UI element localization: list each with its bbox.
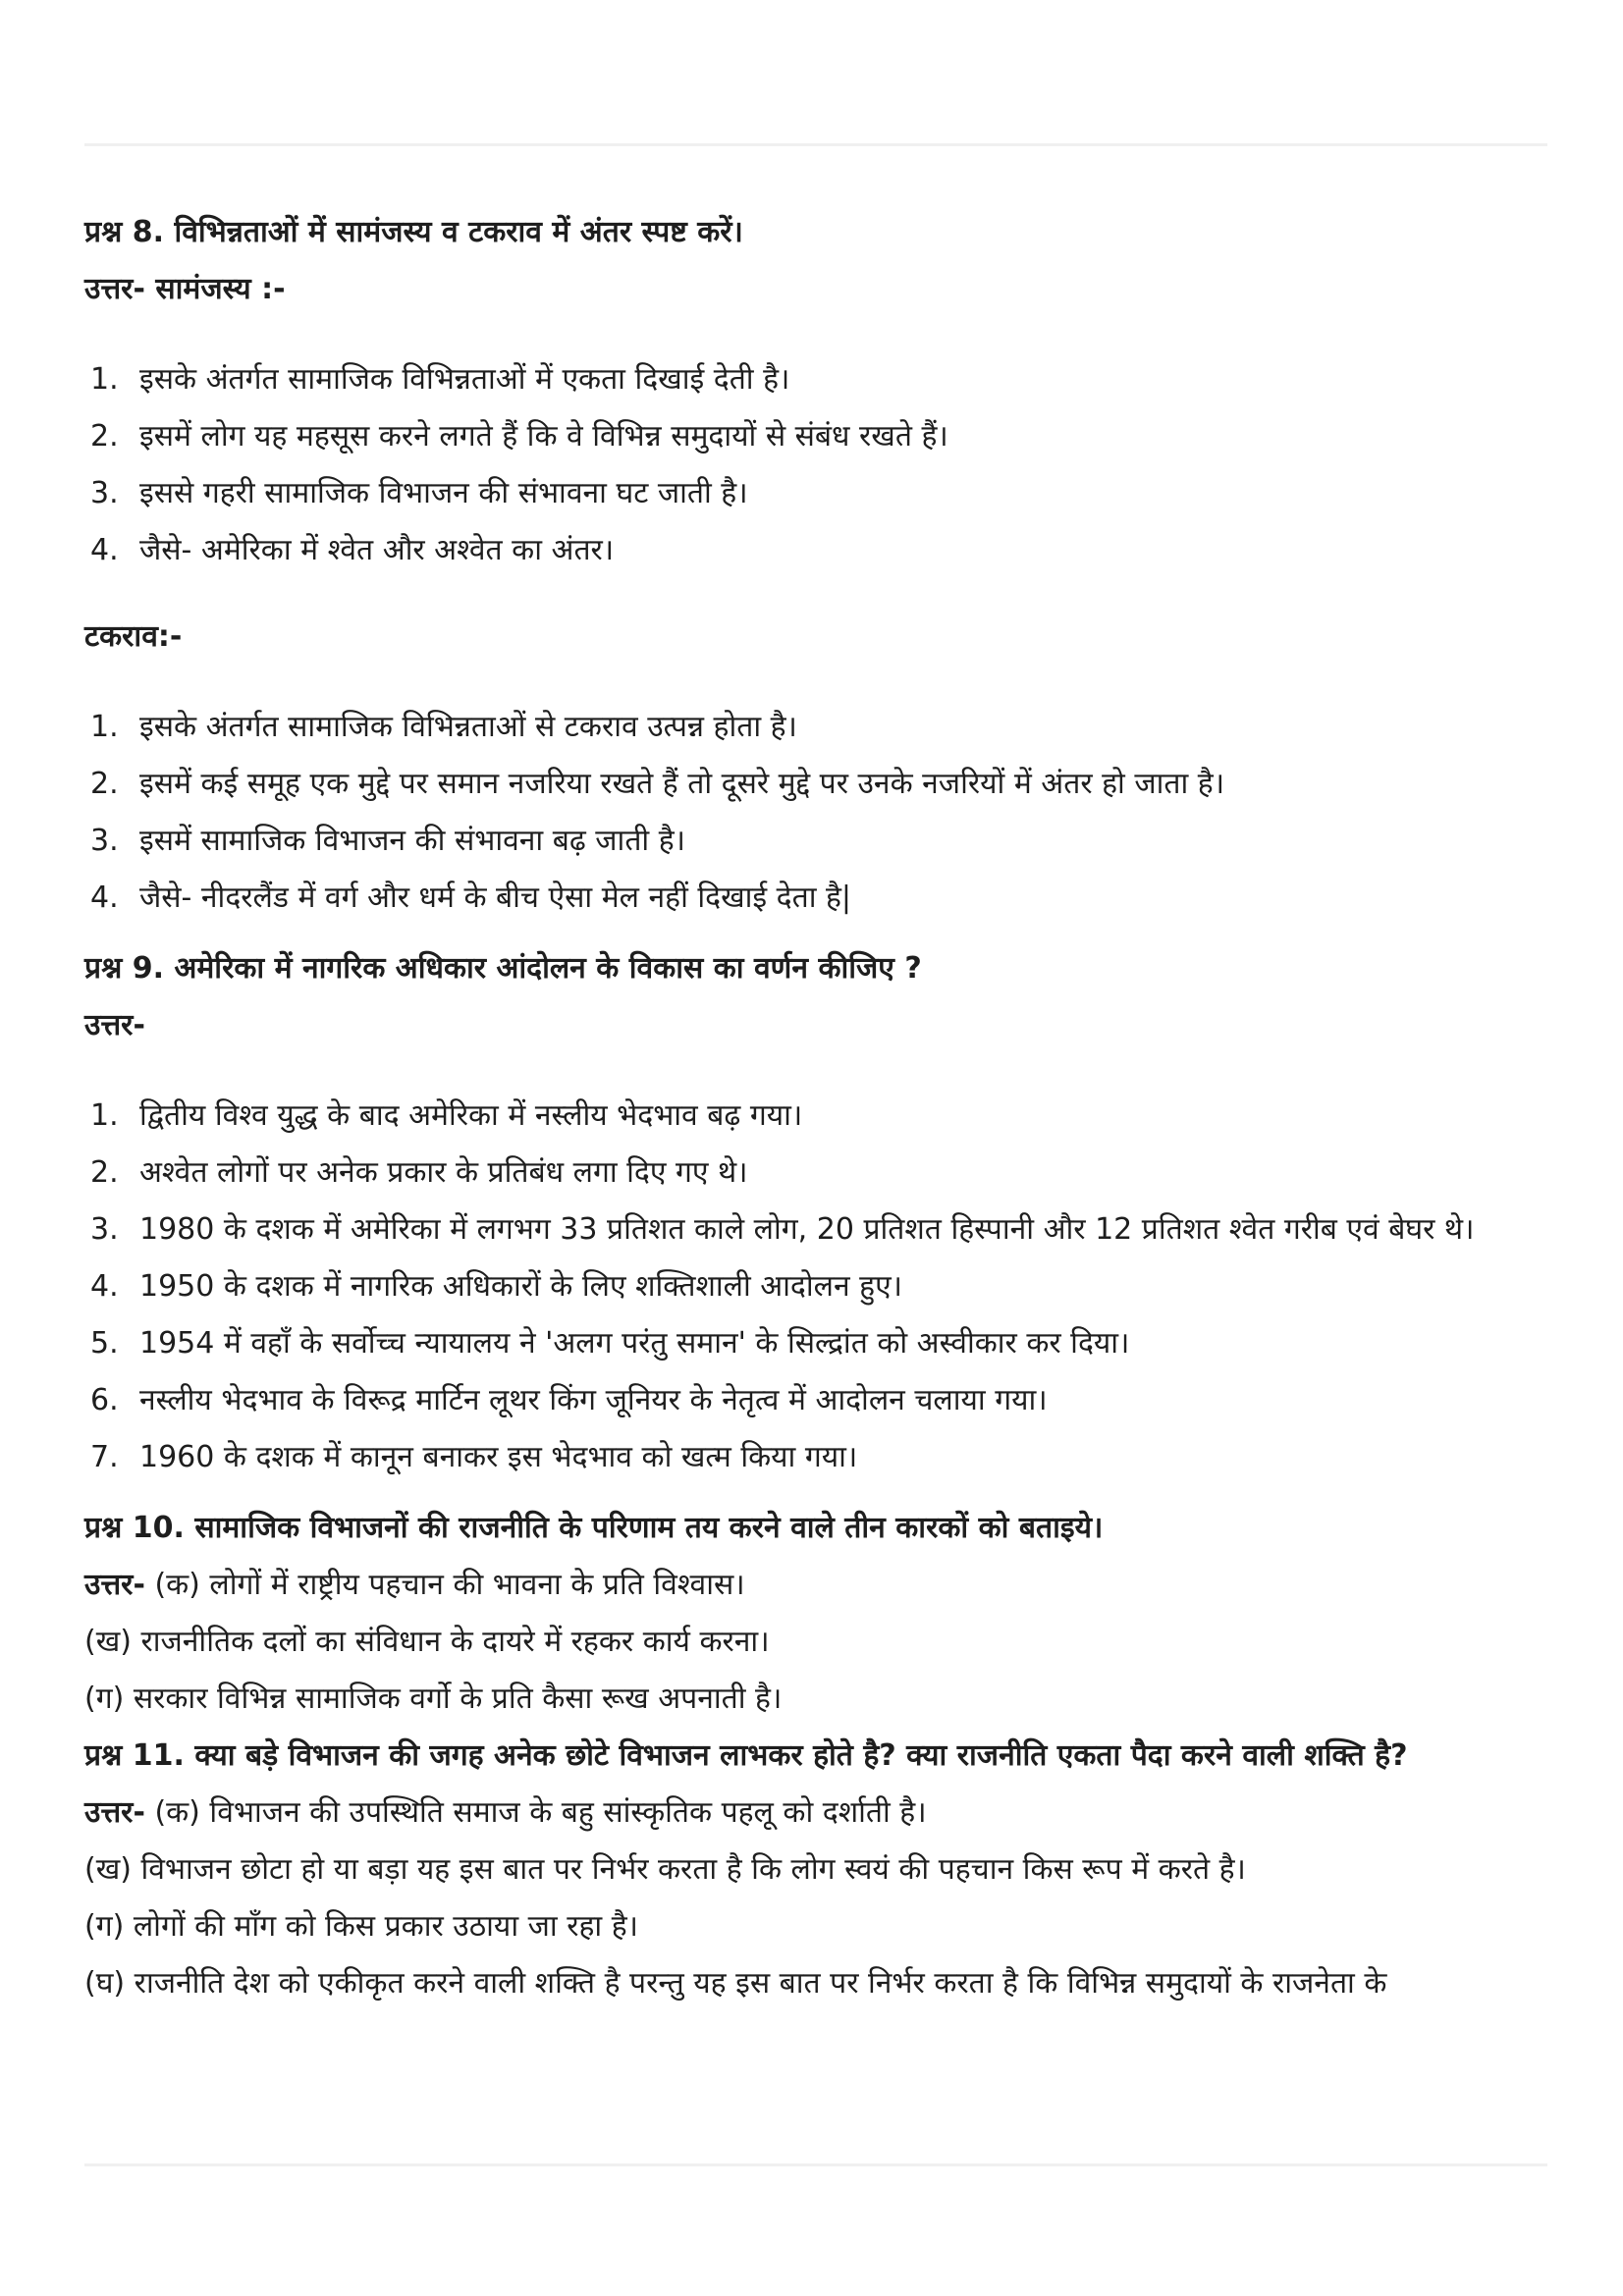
conflict-list	[84, 699, 1547, 927]
list-item: 1. इसके अंतर्गत सामाजिक विभिन्नताओं में एकता दिखाई देती है।	[90, 362, 790, 397]
list-item: 3. इससे गहरी सामाजिक विभाजन की संभावना घट जाती है।	[90, 476, 748, 510]
list-item: 6. नस्लीय भेदभाव के विरूद्र मार्टिन लूथर किंग जूनियर के नेतृत्व में आदोलन चलाया गया।	[90, 1383, 1048, 1417]
list-item: 4. जैसे- नीदरलैंड में वर्ग और धर्म के बीच ऐसा मेल नहीं दिखाई देता है|	[90, 881, 852, 915]
answer-10-line-2: (ख) राजनीतिक दलों का संविधान के दायरे में रहकर कार्य करना।	[84, 1625, 770, 1659]
list-item: 1. द्वितीय विश्व युद्ध के बाद अमेरिका में नस्लीय भेदभाव बढ़ गया।	[90, 1098, 803, 1133]
list-item: 2. इसमें लोग यह महसूस करने लगते हैं कि वे विभिन्न समुदायों से संबंध रखते हैं।	[90, 419, 948, 454]
question-9: प्रश्न 9. अमेरिका में नागरिक अधिकार आंदोलन के विकास का वर्णन कीजिए ?	[84, 951, 922, 986]
answer-11-label: उत्तर-	[84, 1795, 145, 1830]
civil-rights-list	[84, 1088, 1547, 1486]
question-11: प्रश्न 11. क्या बड़े विभाजन की जगह अनेक छोटे विभाजन लाभकर होते है? क्या राजनीति एकता पैदा करने वाली शक्ति है?	[84, 1738, 1408, 1773]
list-item: 7. 1960 के दशक में कानून बनाकर इस भेदभाव को खत्म किया गया।	[90, 1440, 858, 1474]
answer-10-line-3: (ग) सरकार विभिन्न सामाजिक वर्गो के प्रति कैसा रूख अपनाती है।	[84, 1682, 783, 1716]
bottom-divider	[84, 2163, 1547, 2166]
answer-11-line-3: (ग) लोगों की माँग को किस प्रकार उठाया जा रहा है।	[84, 1909, 638, 1944]
list-item: 5. 1954 में वहाँ के सर्वोच्च न्यायालय ने 'अलग परंतु समान' के सिल्द्रांत को अस्वीकार कर दिया।	[90, 1326, 1130, 1361]
question-8: प्रश्न 8. विभिन्नताओं में सामंजस्य व टकराव में अंतर स्पष्ट करें।	[84, 215, 743, 249]
list-item: 2. इसमें कई समूह एक मुद्दे पर समान नजरिया रखते हैं तो दूसरे मुद्दे पर उनके नजरियों में अंतर हो जाता है।	[90, 767, 1225, 801]
list-item: 2. अश्वेत लोगों पर अनेक प्रकार के प्रतिबंध लगा दिए गए थे।	[90, 1155, 748, 1190]
answer-8-heading: उत्तर- सामंजस्य :-	[84, 272, 286, 306]
harmony-list	[84, 351, 1547, 579]
conflict-heading: टकराव:-	[84, 619, 183, 654]
list-item: 4. जैसे- अमेरिका में श्वेत और अश्वेत का अंतर।	[90, 533, 615, 567]
list-item: 1. इसके अंतर्गत सामाजिक विभिन्नताओं से टकराव उत्पन्न होता है।	[90, 710, 797, 744]
answer-10-label: उत्तर-	[84, 1568, 145, 1602]
answer-10-line-1: उत्तर- (क) लोगों में राष्ट्रीय पहचान की भावना के प्रति विश्वास।	[84, 1568, 745, 1602]
document-body	[84, 204, 1547, 2012]
top-divider	[84, 143, 1547, 146]
list-item: 3. 1980 के दशक में अमेरिका में लगभग 33 प्रतिशत काले लोग, 20 प्रतिशत हिस्पानी और 12 प्रतिशत श्वेत गरीब एवं बेघर थे।	[90, 1212, 1475, 1247]
answer-11-line-4: (घ) राजनीति देश को एकीकृत करने वाली शक्ति है परन्तु यह इस बात पर निर्भर करता है कि विभिन्न समुदायों के राजनेता के	[84, 1966, 1387, 2001]
answer-9-label: उत्तर-	[84, 1008, 145, 1042]
question-10: प्रश्न 10. सामाजिक विभाजनों की राजनीति के परिणाम तय करने वाले तीन कारकों को बताइये।	[84, 1511, 1104, 1545]
answer-11-line-1: उत्तर- (क) विभाजन की उपस्थिति समाज के बहु सांस्कृतिक पहलू को दर्शाती है।	[84, 1795, 927, 1830]
list-item: 4. 1950 के दशक में नागरिक अधिकारों के लिए शक्तिशाली आदोलन हुए।	[90, 1269, 903, 1304]
answer-11-line-2: (ख) विभाजन छोटा हो या बड़ा यह इस बात पर निर्भर करता है कि लोग स्वयं की पहचान किस रूप में करते है।	[84, 1852, 1246, 1887]
list-item: 3. इसमें सामाजिक विभाजन की संभावना बढ़ जाती है।	[90, 824, 686, 858]
